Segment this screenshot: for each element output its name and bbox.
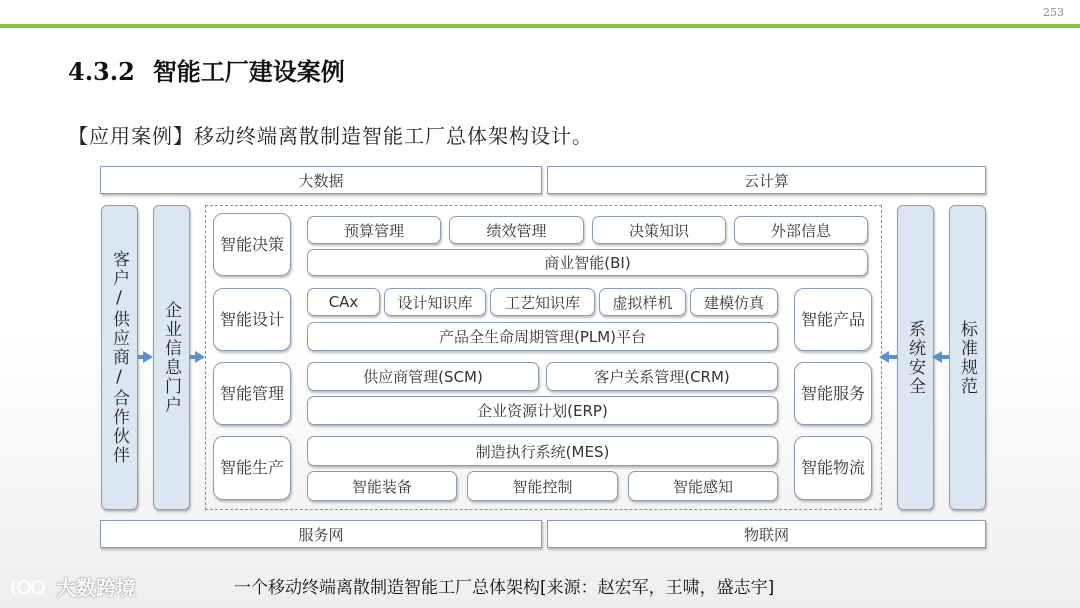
modeling-simulation-box: 建模仿真 [690,288,778,316]
enterprise-portal-label: 企业信息门户 [161,300,181,415]
smart-equipment-box: 智能装备 [307,471,457,501]
partners-column [101,205,138,510]
arrow-shaft-right-1 [889,355,897,359]
watermark-text: 大数跨境 [56,576,136,600]
virtual-prototype-box: 虚拟样机 [599,288,686,316]
smart-service-label: 智能服务 [794,362,872,425]
standards-label: 标准规范 [957,319,977,396]
performance-management-box: 绩效管理 [449,216,584,244]
process-knowledge-box: 工艺知识库 [490,288,595,316]
section-title: 智能工厂建设案例 [152,57,345,86]
watermark [10,572,136,601]
plm-platform-box: 产品全生命周期管理(PLM)平台 [307,322,778,351]
budget-management-box: 预算管理 [307,216,441,244]
big-data-bar: 大数据 [100,166,542,194]
decision-knowledge-box: 决策知识 [592,216,726,244]
cax-box: CAx [307,288,380,316]
header-accent-line [0,24,1080,28]
external-info-box: 外部信息 [734,216,868,244]
iot-bar: 物联网 [547,520,986,548]
service-network-bar: 服务网 [100,520,542,548]
arrow-shaft-right-2 [941,355,949,359]
cloud-computing-bar: 云计算 [547,166,986,194]
case-subtitle: 【应用案例】移动终端离散制造智能工厂总体架构设计。 [68,124,593,148]
scm-box: 供应商管理(SCM) [307,362,539,391]
mes-box: 制造执行系统(MES) [307,436,778,466]
smart-logistics-label: 智能物流 [794,436,872,500]
figure-caption: 一个移动终端离散制造智能工厂总体架构[来源：赵宏军，王啸，盛志宇] [234,578,775,598]
smart-product-label: 智能产品 [794,288,872,351]
business-intelligence-box: 商业智能(BI) [307,249,868,276]
page-title [68,52,345,87]
smart-production-label: 智能生产 [213,436,291,500]
smart-management-label: 智能管理 [213,362,291,425]
partners-label: 客户/供应商/合作伙伴 [109,250,129,465]
design-knowledge-box: 设计知识库 [384,288,486,316]
smart-sensing-box: 智能感知 [628,471,778,501]
smart-control-box: 智能控制 [467,471,618,501]
crm-box: 客户关系管理(CRM) [546,362,778,391]
system-security-column [897,205,934,510]
smart-design-label: 智能设计 [213,288,291,351]
system-security-label: 系统安全 [905,319,925,396]
standards-column [949,205,986,510]
arrow-right-icon [143,351,153,363]
watermark-logo-icon [10,576,50,598]
enterprise-portal-column [153,205,190,510]
erp-box: 企业资源计划(ERP) [307,396,778,425]
arrow-right-icon [195,351,205,363]
page-number: 253 [1043,6,1064,19]
smart-decision-label: 智能决策 [213,213,291,276]
section-number: 4.3.2 [68,57,135,86]
